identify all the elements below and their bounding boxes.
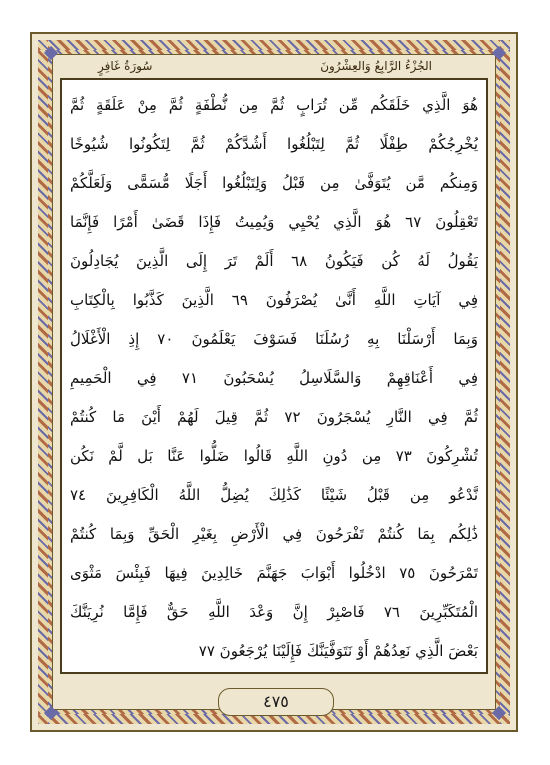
text-line: يَقُولُ لَهُ كُن فَيَكُونُ ٦٨ أَلَمْ تَرَ إِلَى الَّذِينَ يُجَادِلُونَ <box>70 252 478 270</box>
text-line: تَمْرَحُونَ ٧٥ ادْخُلُوا أَبْوَابَ جَهَنَّمَ خَالِدِينَ فِيهَا فَبِئْسَ مَثْوَى <box>70 564 478 582</box>
text-line: تَعْقِلُونَ ٦٧ هُوَ الَّذِي يُحْيِي وَيُمِيتُ فَإِذَا قَضَىٰ أَمْرًا فَإِنَّمَا <box>70 213 478 231</box>
text-line: وَمِنكُم مَّن يُتَوَفَّىٰ مِن قَبْلُ وَلِتَبْلُغُوا أَجَلًا مُّسَمًّى وَلَعَلَّكُمْ <box>70 174 478 192</box>
text-line: تُشْرِكُونَ ٧٣ مِن دُونِ اللَّهِ قَالُوا ضَلُّوا عَنَّا بَل لَّمْ نَكُن <box>70 447 478 465</box>
text-line: هُوَ الَّذِي خَلَقَكُم مِّن تُرَابٍ ثُمَّ مِن نُّطْفَةٍ ثُمَّ مِنْ عَلَقَةٍ ثُمَّ <box>70 96 478 114</box>
text-line: نَّدْعُو مِن قَبْلُ شَيْئًا كَذَٰلِكَ يُضِلُّ اللَّهُ الْكَافِرِينَ ٧٤ <box>70 486 478 504</box>
surah-title: سُورَةُ غَافِرٍ <box>98 59 153 73</box>
text-line: الْمُتَكَبِّرِينَ ٧٦ فَاصْبِرْ إِنَّ وَعْدَ اللَّهِ حَقٌّ فَإِمَّا نُرِيَنَّكَ <box>70 603 478 621</box>
page-number-cartouche <box>218 688 334 716</box>
text-line: ثُمَّ فِي النَّارِ يُسْجَرُونَ ٧٢ ثُمَّ قِيلَ لَهُمْ أَيْنَ مَا كُنتُمْ <box>70 408 478 426</box>
text-line: بَعْضَ الَّذِي نَعِدُهُمْ أَوْ نَتَوَفَّيَنَّكَ فَإِلَيْنَا يُرْجَعُونَ ٧٧ <box>198 642 478 660</box>
text-line: يُخْرِجُكُمْ طِفْلًا ثُمَّ لِتَبْلُغُوا أَشُدَّكُمْ ثُمَّ لِتَكُونُوا شُيُوخًا <box>70 135 478 153</box>
page-number: ٤٧٥ <box>263 692 289 711</box>
text-line: وَبِمَا أَرْسَلْنَا بِهِ رُسُلَنَا فَسَوْفَ يَعْلَمُونَ ٧٠ إِذِ الْأَغْلَالُ <box>70 330 478 348</box>
text-line: فِي آيَاتِ اللَّهِ أَنَّىٰ يُصْرَفُونَ ٦٩ الَّذِينَ كَذَّبُوا بِالْكِتَابِ <box>70 291 478 309</box>
text-line: فِي أَعْنَاقِهِمْ وَالسَّلَاسِلُ يُسْحَبُونَ ٧١ فِي الْحَمِيمِ <box>70 369 478 387</box>
juz-title: الجُزْءُ الرَّابِعُ وَالعِشْرُونَ <box>320 59 432 73</box>
verse-lines <box>70 86 478 671</box>
text-line: ذَٰلِكُم بِمَا كُنتُمْ تَفْرَحُونَ فِي الْأَرْضِ بِغَيْرِ الْحَقِّ وَبِمَا كُنتُمْ <box>70 525 478 543</box>
